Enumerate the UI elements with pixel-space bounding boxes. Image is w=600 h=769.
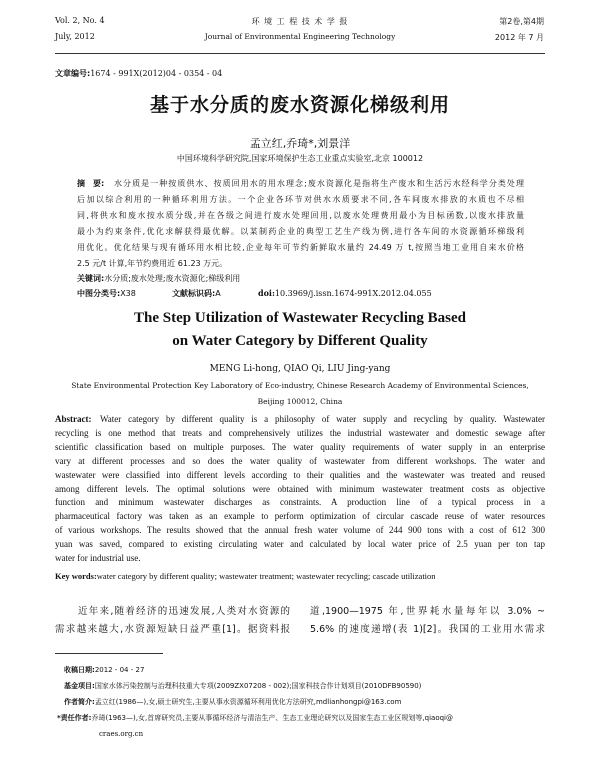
abstract-en-line: Water category by different quality is a philosophy of water supply and recycling by quality. Wastewater <box>100 414 545 424</box>
footnote-value: 国家水体污染控制与治理科技重大专项(2009ZX07208 - 002);国家科技合作计划项目(2010DFB90590) <box>94 682 422 690</box>
date-en: July, 2012 <box>55 32 95 41</box>
footnote-label: *责任作者: <box>57 714 92 722</box>
article-number-label: 文章编号: <box>55 69 91 78</box>
doi <box>258 288 432 298</box>
keywords-cn-label: 关键词: <box>77 274 105 283</box>
footnote-rule <box>55 653 163 654</box>
abstract-cn-line: 后加以综合利用的一种循环利用方法。一个企业各环节对供水水质要求不同,各车间废水排放的水质也不尽相 <box>77 195 524 204</box>
body-line: 5.6% 的速度递增(表 1)[2]。我国的工业用水需求 <box>310 624 545 635</box>
article-number <box>55 68 222 79</box>
abstract-en-line: wastewater were classified into different levels according to their qualities and the wastewater was treated and reused <box>55 469 545 480</box>
doc-code-label: 文献标识码: <box>172 289 216 298</box>
abstract-en-line: among different levels. The optimal solutions were obtained with minimum wastewater treatment costs as objective <box>55 483 545 494</box>
abstract-en-line: function and minimum wastewater discharges as constraints. A production line of a typical process in a <box>55 497 545 508</box>
abstract-cn-label: 摘 要: <box>77 179 105 188</box>
abstract-cn-line: 用优化。优化结果与现有循环用水相比较,企业每年可节约新鲜取水量约 24.49 万 t,按照当地工业用自来水价格 <box>77 243 524 252</box>
footnote-label: 作者简介: <box>64 698 95 706</box>
footnote-label: 收稿日期: <box>64 666 95 674</box>
body-line: 需求越来越大,水资源短缺日益严重[1]。据资料报 <box>55 624 290 635</box>
doc-code-value: A <box>215 289 221 298</box>
body-line: 近年来,随着经济的迅速发展,人类对水资源的 <box>78 606 290 617</box>
authors-cn: 孟立红,乔琦*,刘景洋 <box>249 137 351 150</box>
footnote-label: 基金项目: <box>64 682 95 690</box>
clc-label: 中图分类号: <box>77 289 121 298</box>
clc-value: X38 <box>120 289 136 298</box>
abstract-en-line: pharmaceutical factory was taken as an example to perform optimization of circular cascade reuse of water resources <box>55 511 545 522</box>
affiliation-en-line-1: State Environmental Protection Key Laboratory of Eco-industry, Chinese Research Academy of Environmental Sciences, <box>71 381 529 390</box>
body-line: 道,1900—1975 年,世界耗水量每年以 3.0% ~ <box>310 606 545 617</box>
journal-name-en: Journal of Environmental Engineering Technology <box>204 32 396 41</box>
article-number-value: 1674 - 991X(2012)04 - 0354 - 04 <box>90 69 223 78</box>
footnote <box>64 681 421 691</box>
abstract-en-line: of various workshops. The results showed that the annual fresh water volume of 244 900 tons with a cost of 612 300 <box>55 525 545 536</box>
abstract-cn-line: 水分质是一种按质供水、按质回用水的用水理念;废水资源化是指将生产废水和生活污水经科学分类处理 <box>114 179 524 188</box>
doi-value: 10.3969/j.issn.1674-991X.2012.04.055 <box>274 289 432 298</box>
title-en-line-2: on Water Category by Different Quality <box>172 333 428 349</box>
abstract-en-label: Abstract: <box>55 414 92 424</box>
abstract-cn-line: 2.5 元/t 计算,年节约费用近 61.23 万元。 <box>77 259 227 268</box>
date-cn: 2012 年 7 月 <box>494 33 544 42</box>
keywords-en-value: water category by different quality; wastewater treatment; wastewater recycling; cascade utilization <box>96 571 436 581</box>
abstract-en-line: yuan was saved, compared to existing circulating water and calculated by local water price of 2.5 yuan per ton tap <box>55 539 545 550</box>
keywords-en <box>55 571 436 581</box>
abstract-en-line: scientific classification based on multiple purposes. The water quality requirements of water supply in an enterprise <box>55 441 545 452</box>
classification-clc <box>77 288 136 299</box>
footnote <box>57 713 453 723</box>
affiliation-en-line-2: Beijing 100012, China <box>257 397 343 406</box>
keywords-cn-value: 水分质;废水处理;废水资源化;梯级利用 <box>104 274 241 283</box>
doi-label: doi: <box>258 288 275 298</box>
footnote-value: 孟立红(1986—),女,硕士研究生,主要从事水资源循环利用优化方法研究,mdlianhongpi@163.com <box>94 698 402 706</box>
classification-doc-code <box>172 288 221 299</box>
abstract-en-line: vary at different processes and so does the water quality of wastewater from different workshops. The water and <box>55 455 545 466</box>
abstract-en-line: water for industrial use. <box>55 553 141 563</box>
footnote <box>64 697 401 707</box>
keywords-en-label: Key words: <box>55 571 97 581</box>
affiliation-cn: 中国环境科学研究院,国家环境保护生态工业重点实验室,北京 100012 <box>176 154 424 163</box>
abstract-en-line: recycling is one method that treats and comprehensively utilizes the industrial wastewater and domestic sewage after <box>55 427 545 438</box>
footnote-continuation: craes.org.cn <box>99 730 144 738</box>
title-en-line-1: The Step Utilization of Wastewater Recycling Based <box>134 310 466 326</box>
abstract-cn-line: 同,将供水和废水按水质分级,并在各级之间进行废水处理回用,以废水处理费用最小为目标函数,以废水排放量 <box>77 211 524 220</box>
journal-name-cn: 环 境 工 程 技 术 学 报 <box>251 17 349 26</box>
footnote <box>64 665 144 675</box>
volume-en: Vol. 2, No. 4 <box>55 16 105 25</box>
authors-en: MENG Li-hong, QIAO Qi, LIU Jing-yang <box>209 364 391 374</box>
keywords-cn <box>77 273 240 284</box>
footnote-value: 2012 - 04 - 27 <box>94 666 145 674</box>
volume-cn: 第2卷,第4期 <box>499 17 544 26</box>
title-cn: 基于水分质的废水资源化梯级利用 <box>149 94 450 116</box>
footnote-value: 乔琦(1963—),女,首席研究员,主要从事循环经济与清洁生产、生态工业理论研究以及国家生态工业区规划等,qiaoqi@ <box>91 714 453 722</box>
abstract-cn-line: 最小为约束条件,优化求解获得最优解。以某制药企业的典型工艺生产线为例,进行各车间的水资源循环梯级利 <box>77 227 524 236</box>
header-rule <box>55 53 545 54</box>
